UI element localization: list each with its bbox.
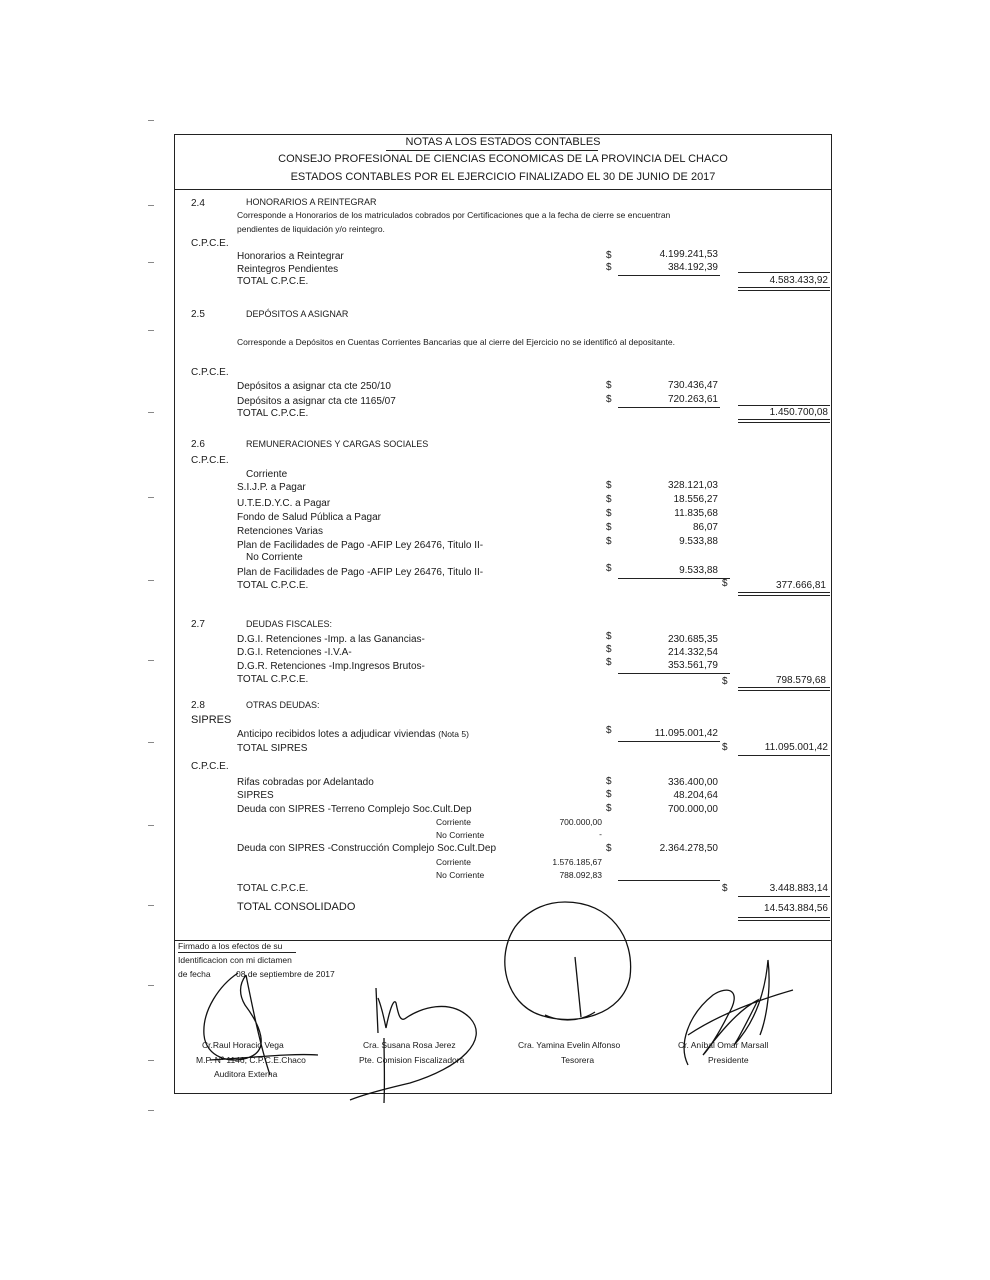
section-title: REMUNERACIONES Y CARGAS SOCIALES [246,439,429,449]
double-rule [738,290,830,291]
handwritten-signature [340,978,500,1108]
section-title: DEPÓSITOS A ASIGNAR [246,309,349,319]
line-label: Fondo de Salud Pública a Pagar [237,512,381,523]
consolidated-total-label: TOTAL CONSOLIDADO [237,901,356,913]
header-underline [386,150,598,151]
section-number: 2.6 [191,439,205,450]
currency-sign: $ [606,563,612,574]
total-rule [738,272,830,273]
margin-mark [148,497,154,498]
margin-mark [148,330,154,331]
subtotal-rule [618,407,720,408]
entity-label: SIPRES [191,714,232,726]
signatory-name: Cra. Yamina Evelin Alfonso [518,1040,621,1050]
line-amount: 18.556,27 [673,494,718,505]
double-rule [738,690,830,691]
line-label: S.I.J.P. a Pagar [237,482,306,493]
line-label: Plan de Facilidades de Pago -AFIP Ley 26476, Titulo II- [237,567,484,578]
currency-sign: $ [606,494,612,505]
total-amount: 3.448.883,14 [769,883,828,894]
line-amount: 700.000,00 [667,804,718,815]
currency-sign: $ [606,480,612,491]
currency-sign: $ [722,742,728,753]
section-number: 2.5 [191,309,205,320]
currency-sign: $ [606,631,612,642]
line-label: Depósitos a asignar cta cte 1165/07 [237,396,396,407]
subtotal-rule [618,578,730,579]
total-amount: 377.666,81 [775,580,826,591]
margin-mark [148,412,154,413]
line-label: Deuda con SIPRES -Construcción Complejo Soc.Cult.Dep [237,843,497,854]
header-organization: CONSEJO PROFESIONAL DE CIENCIAS ECONOMICAS DE LA PROVINCIA DEL CHACO [278,153,728,165]
header-title: NOTAS A LOS ESTADOS CONTABLES [405,136,601,148]
breakdown-label: Corriente [436,857,471,867]
section-number: 2.4 [191,198,205,209]
signatory-role: Tesorera [561,1055,595,1065]
double-rule [738,595,830,596]
line-label: D.G.I. Retenciones -I.V.A- [237,647,352,658]
currency-sign: $ [606,262,612,273]
section-title: OTRAS DEUDAS: [246,700,320,710]
total-label: TOTAL C.P.C.E. [237,408,309,419]
line-amount: 384.192,39 [667,262,718,273]
line-amount: 4.199.241,53 [659,249,718,260]
double-rule [738,592,830,593]
currency-sign: $ [606,394,612,405]
margin-mark [148,742,154,743]
signatory-role: Pte. Comision Fiscalizadora [359,1055,465,1065]
subtotal-rule [618,880,720,881]
margin-mark [148,660,154,661]
line-label-text: Anticipo recibidos lotes a adjudicar viviendas [237,729,436,740]
line-label [237,729,469,740]
line-amount: 11.835,68 [674,508,718,519]
double-rule [738,422,830,423]
currency-sign: $ [606,843,612,854]
total-label: TOTAL C.P.C.E. [237,883,309,894]
subheading-no-corriente: No Corriente [246,552,303,563]
entity-label: C.P.C.E. [191,367,229,378]
currency-sign: $ [606,657,612,668]
entity-label: C.P.C.E. [191,761,229,772]
margin-mark [148,985,154,986]
line-amount: 9.533,88 [679,565,718,576]
breakdown-label: Corriente [436,817,471,827]
currency-sign: $ [722,676,728,687]
double-rule [738,917,830,918]
currency-sign: $ [722,578,728,589]
double-rule [738,920,830,921]
margin-mark [148,825,154,826]
line-label: U.T.E.D.Y.C. a Pagar [237,498,331,509]
line-label: Deuda con SIPRES -Terreno Complejo Soc.Cult.Dep [237,804,472,815]
signatory-name: Cr. Aníbal Omar Marsall [678,1040,769,1050]
total-amount: 798.579,68 [775,675,826,686]
section-title: DEUDAS FISCALES: [246,619,333,629]
margin-mark [148,580,154,581]
firmado-text: Identificacion con mi dictamen [178,955,292,965]
currency-sign: $ [606,536,612,547]
breakdown-amount: 788.092,83 [559,870,602,880]
double-rule [738,287,830,288]
breakdown-amount: - [599,829,602,839]
line-label: Depósitos a asignar cta cte 250/10 [237,381,391,392]
entity-label: C.P.C.E. [191,238,229,249]
line-label: Honorarios a Reintegrar [237,251,344,262]
breakdown-amount: 700.000,00 [559,817,602,827]
margin-mark [148,120,154,121]
currency-sign: $ [606,789,612,800]
line-label: SIPRES [237,790,274,801]
margin-mark [148,1060,154,1061]
line-label: Rifas cobradas por Adelantado [237,777,374,788]
header-divider [174,189,832,190]
entity-label: C.P.C.E. [191,455,229,466]
line-amount: 86,07 [692,522,718,533]
double-rule [738,419,830,420]
line-amount: 353.561,79 [667,660,718,671]
total-rule [738,405,830,406]
note-reference: (Nota 5) [438,729,469,739]
handwritten-signature [190,965,330,1085]
handwritten-signature [495,897,635,1037]
handwritten-signature [668,955,798,1085]
margin-mark [148,905,154,906]
header-period: ESTADOS CONTABLES POR EL EJERCICIO FINALIZADO EL 30 DE JUNIO DE 2017 [290,171,716,183]
currency-sign: $ [606,508,612,519]
currency-sign: $ [606,250,612,261]
currency-sign: $ [722,883,728,894]
currency-sign: $ [606,803,612,814]
line-amount: 11.095.001,42 [654,728,718,739]
line-amount: 230.685,35 [667,634,718,645]
line-label: Retenciones Varias [237,526,323,537]
currency-sign: $ [606,380,612,391]
firmado-text: Firmado a los efectos de su [178,941,283,951]
total-label: TOTAL C.P.C.E. [237,276,309,287]
section-description: Corresponde a Honorarios de los matriculados cobrados por Certificaciones que a la fecha de cierre se encuentran [237,210,671,220]
total-amount: 11.095.001,42 [764,742,828,753]
total-rule [738,755,830,756]
currency-sign: $ [606,644,612,655]
line-amount: 9.533,88 [679,536,718,547]
subtotal-rule [618,673,730,674]
margin-mark [148,262,154,263]
consolidated-total-amount: 14.543.884,56 [764,903,828,914]
currency-sign: $ [606,776,612,787]
breakdown-amount: 1.576.185,67 [552,857,602,867]
currency-sign: $ [606,522,612,533]
breakdown-label: No Corriente [436,870,485,880]
signatory-role: M.P. Nº 1146, C.P.C.E.Chaco [196,1055,306,1065]
firmado-underline [178,952,296,953]
section-number: 2.8 [191,700,205,711]
line-label: Plan de Facilidades de Pago -AFIP Ley 26476, Titulo II- [237,540,484,551]
line-amount: 214.332,54 [667,647,718,658]
section-number: 2.7 [191,619,205,630]
line-label: D.G.I. Retenciones -Imp. a las Ganancias- [237,634,425,645]
signatory-role: Presidente [708,1055,749,1065]
total-amount: 4.583.433,92 [769,275,828,286]
line-amount: 48.204,64 [673,790,718,801]
section-description: pendientes de liquidación y/o reintegro. [237,224,385,234]
line-amount: 720.263,61 [667,394,718,405]
total-label: TOTAL SIPRES [237,743,308,754]
line-amount: 730.436,47 [667,380,718,391]
line-label: D.G.R. Retenciones -Imp.Ingresos Brutos- [237,661,425,672]
total-rule [738,896,830,897]
total-amount: 1.450.700,08 [769,407,828,418]
line-label: Reintegros Pendientes [237,264,339,275]
margin-mark [148,1110,154,1111]
subtotal-rule [618,275,720,276]
double-rule [738,687,830,688]
firmado-text: de fecha [178,969,211,979]
line-amount: 2.364.278,50 [659,843,718,854]
subheading-corriente: Corriente [246,469,288,480]
currency-sign: $ [606,725,612,736]
subtotal-rule [618,741,720,742]
breakdown-label: No Corriente [436,830,485,840]
signatory-name: Cra. Susana Rosa Jerez [363,1040,456,1050]
margin-mark [148,205,154,206]
line-amount: 336.400,00 [667,777,718,788]
signatory-role: Auditora Externa [214,1069,278,1079]
total-label: TOTAL C.P.C.E. [237,580,309,591]
firmado-date: 08 de septiembre de 2017 [236,969,335,979]
signatory-name: Cr.Raul Horacio Vega [202,1040,284,1050]
total-label: TOTAL C.P.C.E. [237,674,309,685]
section-title: HONORARIOS A REINTEGRAR [246,197,377,207]
line-amount: 328.121,03 [667,480,718,491]
section-description: Corresponde a Depósitos en Cuentas Corrientes Bancarias que al cierre del Ejercicio no se identificó al depositante. [237,337,675,347]
